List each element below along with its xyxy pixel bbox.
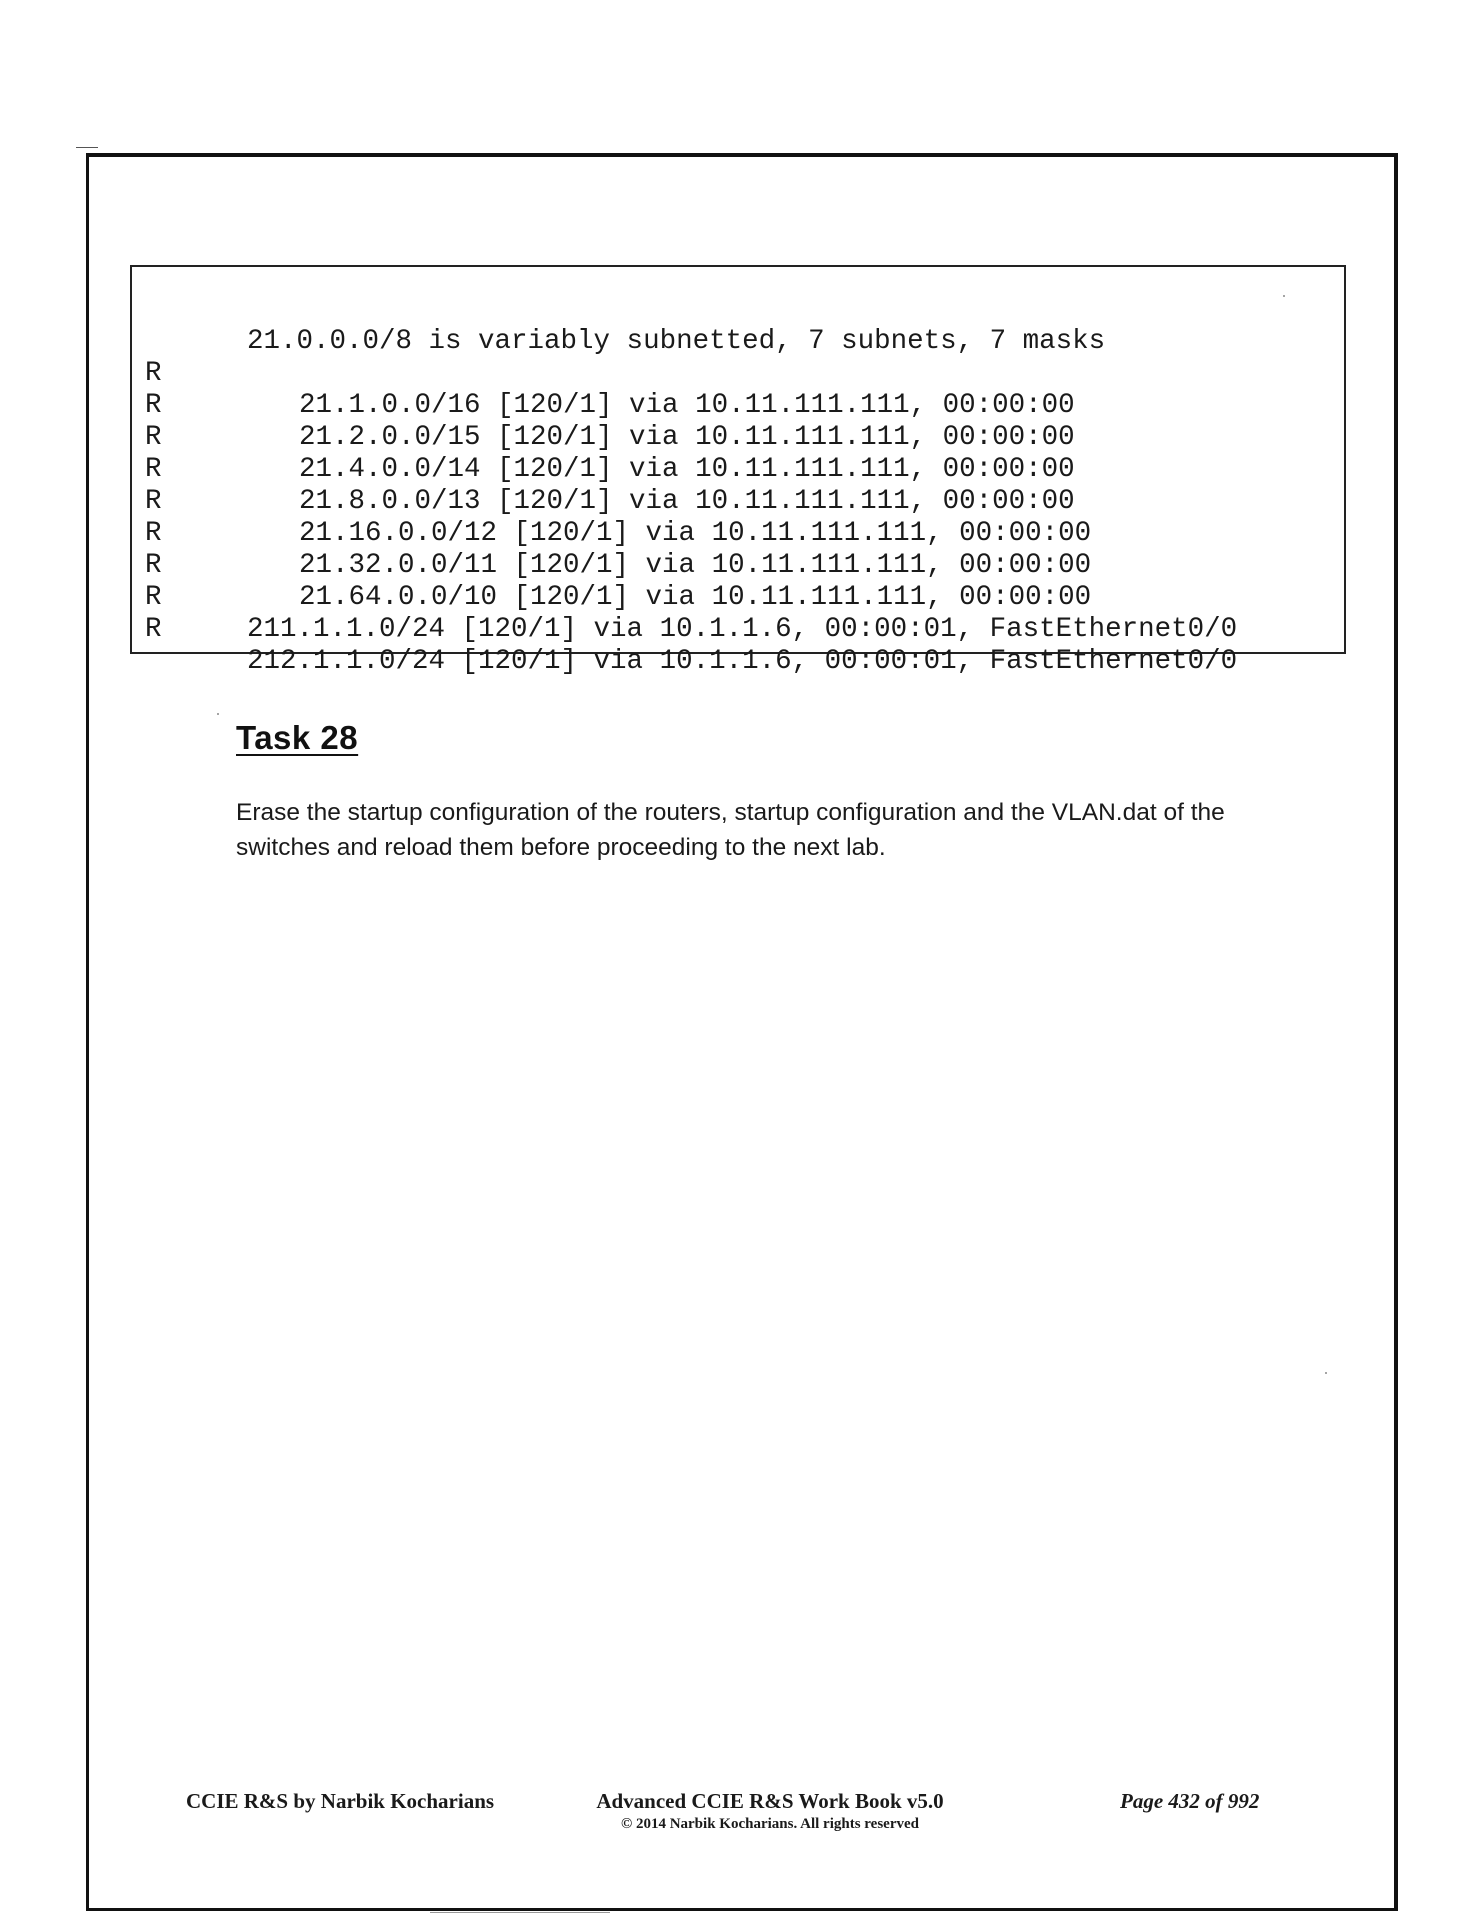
route-code: R xyxy=(145,582,162,613)
footer-book-title: Advanced CCIE R&S Work Book v5.0 xyxy=(596,1789,944,1813)
footer-copyright: © 2014 Narbik Kocharians. All rights reserved xyxy=(620,1816,919,1832)
route-code: R xyxy=(145,614,162,645)
route-code: R xyxy=(145,486,162,517)
route-code: R xyxy=(145,454,162,485)
route-code: R xyxy=(145,422,162,453)
route-entry: 212.1.1.0/24 [120/1] via 10.1.1.6, 00:00:01, FastEthernet0/0 xyxy=(247,646,1238,677)
footer-page-number: Page 432 of 992 xyxy=(1120,1789,1260,1813)
route-code: R xyxy=(145,518,162,549)
route-code: R xyxy=(145,550,162,581)
scan-edge-mark xyxy=(76,147,98,148)
routing-table-output xyxy=(130,265,1346,677)
route-entry: 21.1.0.0/16 [120/1] via 10.11.111.111, 00:00:00 xyxy=(299,390,1075,421)
code-line-header xyxy=(132,294,1106,357)
task-heading: Task 28 xyxy=(236,719,359,756)
route-entry: 21.32.0.0/11 [120/1] via 10.11.111.111, 00:00:00 xyxy=(299,550,1092,581)
scan-speck xyxy=(1325,1372,1327,1374)
route-entry: 21.64.0.0/10 [120/1] via 10.11.111.111, 00:00:00 xyxy=(299,582,1092,613)
route-entry: 21.2.0.0/15 [120/1] via 10.11.111.111, 00:00:00 xyxy=(299,422,1075,453)
subnet-summary-line: 21.0.0.0/8 is variably subnetted, 7 subnets, 7 masks xyxy=(247,326,1106,357)
route-entry: 211.1.1.0/24 [120/1] via 10.1.1.6, 00:00:01, FastEthernet0/0 xyxy=(247,614,1238,645)
scan-speck xyxy=(217,713,219,715)
route-entry: 21.16.0.0/12 [120/1] via 10.11.111.111, 00:00:00 xyxy=(299,518,1092,549)
task-instructions: Erase the startup configuration of the routers, startup configuration and the VLAN.dat of the switches and reload them before proceeding to the next lab. xyxy=(236,799,1225,861)
route-code: R xyxy=(145,390,162,421)
route-entry: 21.8.0.0/13 [120/1] via 10.11.111.111, 00:00:00 xyxy=(299,486,1075,517)
route-code: R xyxy=(145,358,162,389)
footer-author: CCIE R&S by Narbik Kocharians xyxy=(186,1789,495,1813)
route-entry: 21.4.0.0/14 [120/1] via 10.11.111.111, 00:00:00 xyxy=(299,454,1075,485)
footer-book-info xyxy=(520,1788,1020,1834)
scan-speck xyxy=(1283,295,1285,297)
